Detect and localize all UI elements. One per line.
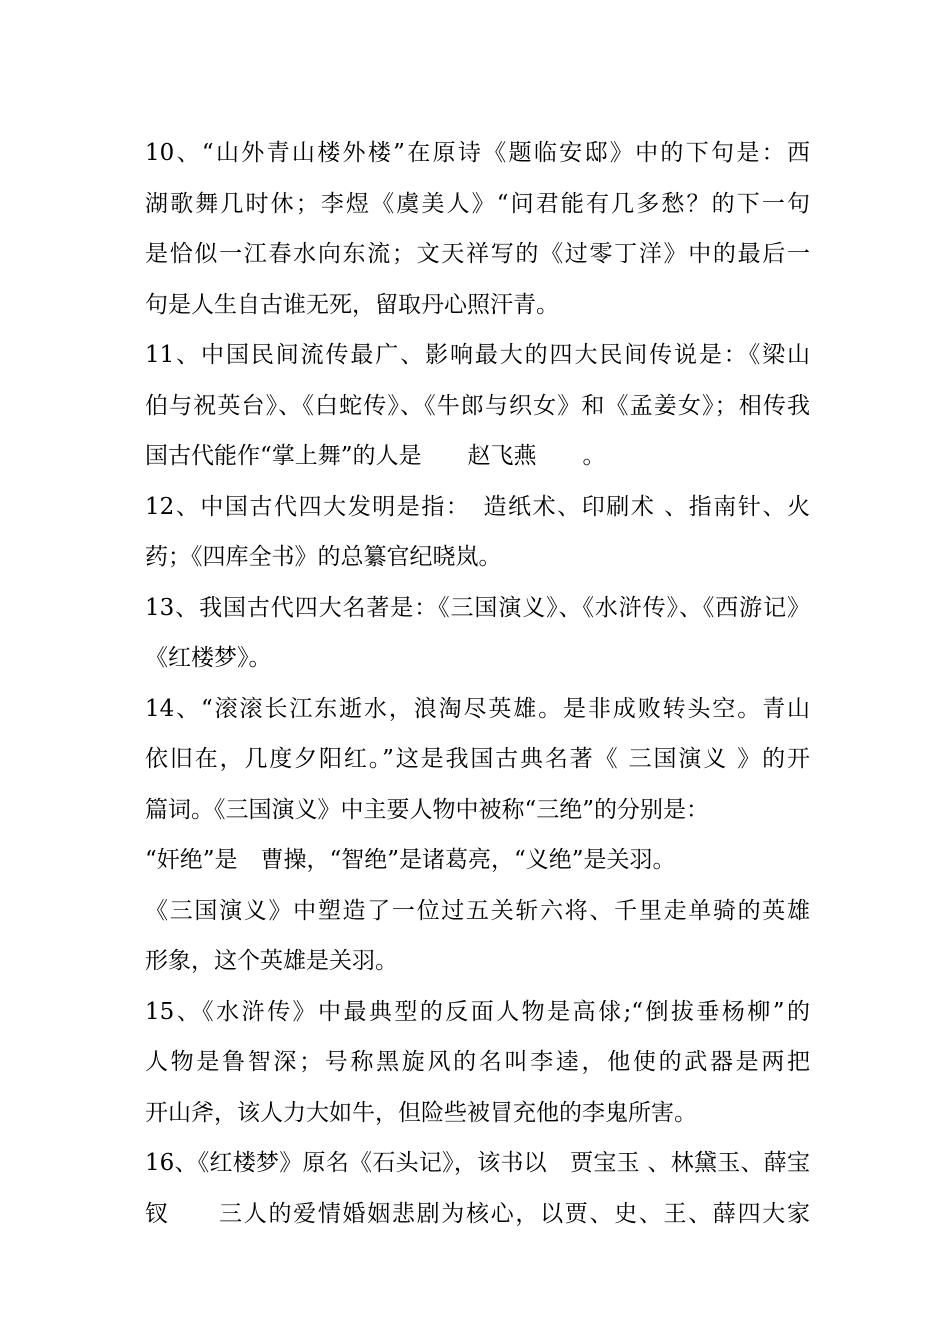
text-line: 篇词。《三国演义》中主要人物中被称“三绝”的分别是： (145, 796, 710, 823)
text-line: 15、《水浒传》中最典型的反面人物是高俅;“倒拔垂杨柳”的 (145, 998, 810, 1025)
text-line: 《红楼梦》。 (145, 645, 272, 671)
text-line: 药；《四库全书》的总纂官纪晓岚。 (145, 544, 502, 570)
text-line: 《三国演义》中塑造了一位过五关斩六将、千里走单骑的英雄 (145, 897, 810, 924)
text-line: 形象，这个英雄是关羽。 (145, 948, 398, 974)
text-line: 开山斧，该人力大如牛，但险些被冒充他的李鬼所害。 (145, 1099, 697, 1126)
text-line: 13、我国古代四大名著是：《三国演义》、《水浒传》、《西游记》 (145, 594, 810, 621)
text-line: 10、“山外青山楼外楼”在原诗《题临安邸》中的下句是：西 (145, 140, 810, 166)
text-line: 钗 三人的爱情婚姻悲剧为核心，以贾、史、王、薛四大家 (145, 1200, 810, 1227)
text-line: 依旧在，几度夕阳红。”这是我国古典名著《 三国演义 》的开 (145, 746, 810, 772)
text-line: 是恰似一江春水向东流；文天祥写的《过零丁洋》中的最后一 (145, 241, 810, 267)
text-line: 14、“滚滚长江东逝水，浪淘尽英雄。是非成败转头空。青山 (145, 695, 810, 722)
text-line: 12、中国古代四大发明是指： 造纸术、印刷术 、指南针、火 (145, 493, 810, 520)
text-line: 16、《红楼梦》原名《石头记》，该书以 贾宝玉 、林黛玉、薛宝 (145, 1150, 810, 1176)
document-body (145, 128, 810, 1239)
text-line: 伯与祝英台》、《白蛇传》、《牛郎与织女》和《孟姜女》；相传我 (145, 392, 810, 419)
text-line: 湖歌舞几时休；李煜《虞美人》“问君能有几多愁？的下一句 (145, 190, 810, 217)
text-line: “奸绝”是 曹操，“智绝”是诸葛亮，“义绝”是关羽。 (145, 847, 676, 873)
text-line: 句是人生自古谁无死，留取丹心照汗青。 (145, 291, 559, 318)
text-line: 11、中国民间流传最广、影响最大的四大民间传说是：《梁山 (145, 342, 810, 368)
text-line: 人物是鲁智深；号称黑旋风的名叫李逵，他使的武器是两把 (145, 1049, 810, 1075)
text-line: 国古代能作“掌上舞”的人是 赵飞燕 。 (145, 443, 606, 469)
